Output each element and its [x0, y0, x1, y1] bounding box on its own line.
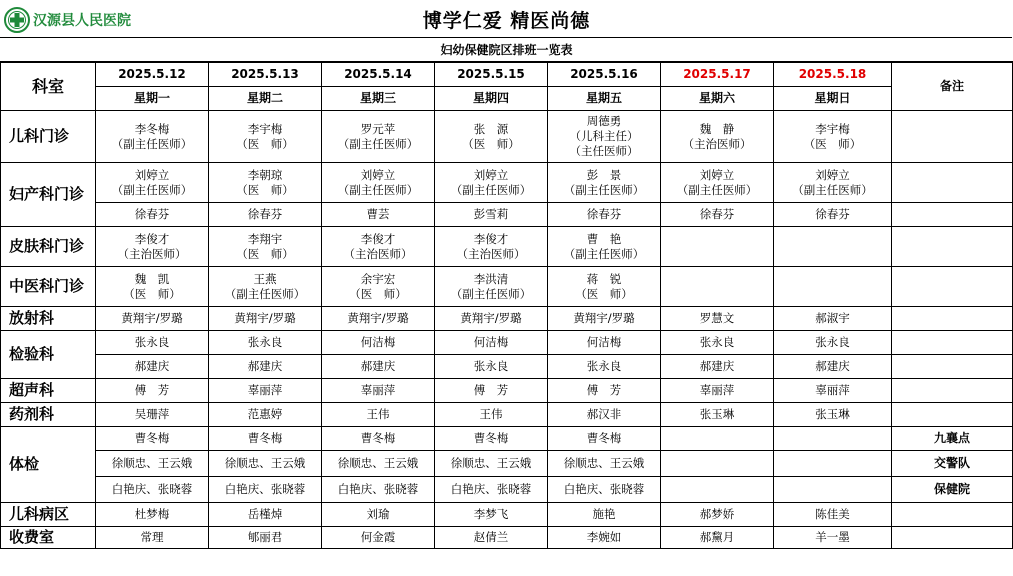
staff-name: 徐顺忠、王云娥 [337, 456, 419, 470]
staff-name: 徐春芬 [586, 207, 622, 221]
staff-name: 张玉琳 [699, 407, 735, 421]
staff-name: 黄翔宇/罗璐 [347, 311, 409, 325]
staff-name: 张永良 [247, 335, 283, 349]
schedule-cell [96, 527, 209, 549]
staff-name: 李婉如 [586, 530, 622, 544]
schedule-cell [435, 331, 548, 355]
staff-name: 郝建庆 [360, 359, 396, 373]
staff-name: 杜梦梅 [134, 507, 170, 521]
staff-name: 黄翔宇/罗璐 [460, 311, 522, 325]
schedule-cell [435, 451, 548, 477]
schedule-cell [435, 355, 548, 379]
staff-name: 何洁梅 [473, 335, 509, 349]
staff-name: 徐春芬 [815, 207, 850, 221]
staff-name: 曹冬梅 [134, 431, 170, 445]
schedule-cell [661, 403, 774, 427]
staff-name: 黄翔宇/罗璐 [121, 311, 183, 325]
staff-title: （主任医师） [569, 144, 639, 158]
staff-name: 刘婷立 [134, 167, 170, 182]
schedule-cell [209, 227, 322, 267]
schedule-cell [774, 111, 892, 163]
schedule-cell [661, 331, 774, 355]
schedule-cell [661, 355, 774, 379]
schedule-cell [322, 227, 435, 267]
department-name: 体检 [1, 427, 96, 503]
divider [0, 37, 1012, 38]
schedule-cell [548, 477, 661, 503]
schedule-cell [774, 503, 892, 527]
staff-name: 刘瑜 [366, 507, 390, 521]
page-title: 博学仁爱 精医尚德 [422, 10, 591, 32]
schedule-cell [548, 451, 661, 477]
staff-name: 王伟 [479, 407, 503, 421]
schedule-table [0, 62, 1013, 549]
staff-title: （副主任医师） [450, 182, 532, 197]
weekday-header: 星期日 [774, 87, 892, 111]
staff-name: 白艳庆、张晓蓉 [563, 482, 645, 496]
schedule-cell [322, 477, 435, 503]
remark-cell [892, 503, 1013, 527]
staff-name: 郝建庆 [134, 359, 170, 373]
date-header: 2025.5.17 [661, 63, 774, 87]
staff-name: 羊一墨 [815, 530, 850, 544]
schedule-cell [548, 379, 661, 403]
table-row [1, 451, 1013, 477]
staff-name: 辜丽萍 [699, 383, 735, 397]
staff-name: 辜丽萍 [815, 383, 850, 397]
table-row [1, 403, 1013, 427]
schedule-cell [435, 267, 548, 307]
schedule-cell [774, 355, 892, 379]
schedule-cell [548, 203, 661, 227]
schedule-cell [435, 203, 548, 227]
department-name: 妇产科门诊 [1, 163, 96, 227]
date-header: 2025.5.15 [435, 63, 548, 87]
remark-cell [892, 227, 1013, 267]
staff-title: （主治医师） [117, 246, 187, 261]
weekday-header: 星期五 [548, 87, 661, 111]
schedule-cell [435, 503, 548, 527]
staff-name: 张玉琳 [815, 407, 850, 421]
schedule-cell [322, 403, 435, 427]
staff-name: 魏 静 [699, 121, 735, 136]
schedule-cell [774, 331, 892, 355]
staff-name: 余宇宏 [360, 271, 396, 286]
schedule-cell [96, 355, 209, 379]
schedule-cell [661, 307, 774, 331]
schedule-cell [548, 227, 661, 267]
department-name: 儿科门诊 [1, 111, 96, 163]
schedule-cell [661, 503, 774, 527]
department-name: 检验科 [1, 331, 96, 379]
date-header: 2025.5.18 [774, 63, 892, 87]
staff-name: 张永良 [134, 335, 170, 349]
schedule-cell [548, 355, 661, 379]
staff-name: 吴珊萍 [134, 407, 170, 421]
staff-name: 郝淑宇 [815, 311, 850, 325]
schedule-cell [322, 111, 435, 163]
schedule-cell [548, 331, 661, 355]
date-header: 2025.5.12 [96, 63, 209, 87]
staff-name: 李梦飞 [473, 507, 509, 521]
schedule-cell [209, 503, 322, 527]
staff-name: 徐顺忠、王云娥 [224, 456, 306, 470]
schedule-cell [774, 379, 892, 403]
remark-cell [892, 307, 1013, 331]
staff-name: 刘婷立 [360, 167, 396, 182]
staff-name: 李宇梅 [247, 121, 283, 136]
schedule-cell [774, 477, 892, 503]
remark-cell [892, 403, 1013, 427]
staff-name: 郝建庆 [815, 359, 850, 373]
staff-name: 范惠婷 [247, 407, 283, 421]
staff-name: 罗慧文 [699, 311, 735, 325]
schedule-cell [96, 267, 209, 307]
remark-cell: 交警队 [892, 451, 1013, 477]
schedule-cell [96, 477, 209, 503]
schedule-cell [96, 163, 209, 203]
staff-name: 何洁梅 [360, 335, 396, 349]
schedule-cell [322, 203, 435, 227]
schedule-cell [322, 527, 435, 549]
staff-name: 张永良 [586, 359, 622, 373]
staff-title: （医 师） [123, 286, 181, 301]
schedule-cell [322, 331, 435, 355]
staff-name: 傅 芳 [586, 383, 622, 397]
staff-name: 黄翔宇/罗璐 [234, 311, 296, 325]
schedule-cell [435, 379, 548, 403]
staff-name: 白艳庆、张晓蓉 [450, 482, 532, 496]
schedule-cell [209, 427, 322, 451]
staff-name: 郝建庆 [247, 359, 283, 373]
staff-title: （医 师） [236, 136, 294, 151]
staff-name: 赵倩兰 [473, 530, 509, 544]
remark-cell: 保健院 [892, 477, 1013, 503]
remark-cell [892, 267, 1013, 307]
schedule-cell [96, 503, 209, 527]
remark-cell [892, 331, 1013, 355]
staff-name: 辜丽萍 [247, 383, 283, 397]
staff-name: 刘婷立 [815, 167, 850, 182]
schedule-cell [548, 427, 661, 451]
schedule-cell [322, 307, 435, 331]
table-row [1, 227, 1013, 267]
table-row [1, 111, 1013, 163]
remark-cell: 九襄点 [892, 427, 1013, 451]
table-row [1, 331, 1013, 355]
schedule-cell [96, 227, 209, 267]
staff-name: 李洪清 [473, 271, 509, 286]
header-row-weekdays [1, 87, 1013, 111]
table-subtitle: 妇幼保健院区排班一览表 [0, 39, 1013, 62]
schedule-cell [322, 379, 435, 403]
staff-name: 徐春芬 [699, 207, 735, 221]
schedule-cell [96, 379, 209, 403]
staff-name: 彭 景 [586, 167, 622, 182]
staff-name: 彭雪莉 [473, 207, 509, 221]
staff-title: （副主任医师） [111, 136, 193, 151]
staff-name: 岳槿焯 [247, 507, 283, 521]
schedule-cell [322, 503, 435, 527]
staff-name: 徐顺忠、王云娥 [111, 456, 193, 470]
schedule-cell [548, 111, 661, 163]
schedule-cell [435, 111, 548, 163]
staff-name: 李俊才 [134, 231, 170, 246]
staff-title: （副主任医师） [450, 286, 532, 301]
schedule-cell [209, 379, 322, 403]
staff-title: （副主任医师） [224, 286, 306, 301]
schedule-cell [209, 267, 322, 307]
schedule-cell [209, 307, 322, 331]
schedule-cell [661, 477, 774, 503]
staff-name: 陈佳美 [815, 507, 850, 521]
dept-column-header: 科室 [1, 63, 96, 111]
schedule-cell [96, 451, 209, 477]
staff-title: （副主任医师） [111, 182, 193, 197]
staff-name: 常理 [140, 530, 164, 544]
schedule-cell [435, 227, 548, 267]
schedule-cell [548, 163, 661, 203]
schedule-cell [661, 451, 774, 477]
table-row [1, 267, 1013, 307]
staff-name: 李冬梅 [134, 121, 170, 136]
staff-name: 白艳庆、张晓蓉 [111, 482, 193, 496]
department-name: 皮肤科门诊 [1, 227, 96, 267]
department-name: 儿科病区 [1, 503, 96, 527]
schedule-cell [96, 427, 209, 451]
weekday-header: 星期四 [435, 87, 548, 111]
remark-cell [892, 527, 1013, 549]
schedule-cell [322, 427, 435, 451]
schedule-cell [209, 477, 322, 503]
table-row [1, 163, 1013, 203]
weekday-header: 星期三 [322, 87, 435, 111]
table-row [1, 203, 1013, 227]
schedule-cell [774, 227, 892, 267]
schedule-cell [548, 267, 661, 307]
schedule-cell [774, 267, 892, 307]
department-name: 中医科门诊 [1, 267, 96, 307]
staff-name: 张 源 [473, 121, 509, 136]
date-header: 2025.5.16 [548, 63, 661, 87]
staff-name: 王伟 [366, 407, 390, 421]
schedule-cell [774, 163, 892, 203]
staff-name: 徐春芬 [247, 207, 283, 221]
staff-name: 刘婷立 [473, 167, 509, 182]
staff-name: 张永良 [815, 335, 850, 349]
staff-name: 蒋 锐 [586, 271, 622, 286]
schedule-cell [548, 403, 661, 427]
staff-name: 李俊才 [473, 231, 509, 246]
staff-name: 施艳 [592, 507, 616, 521]
staff-title: （主治医师） [456, 246, 526, 261]
remark-cell [892, 163, 1013, 203]
schedule-cell [209, 111, 322, 163]
date-header: 2025.5.14 [322, 63, 435, 87]
schedule-cell [209, 355, 322, 379]
schedule-cell [774, 527, 892, 549]
staff-title: （医 师） [575, 286, 633, 301]
schedule-cell [548, 307, 661, 331]
staff-name: 徐顺忠、王云娥 [450, 456, 532, 470]
schedule-cell [209, 203, 322, 227]
staff-name: 黄翔宇/罗璐 [573, 311, 635, 325]
remark-cell [892, 203, 1013, 227]
table-row [1, 527, 1013, 549]
staff-name: 魏 凯 [134, 271, 170, 286]
schedule-cell [661, 427, 774, 451]
table-row [1, 427, 1013, 451]
staff-title: （医 师） [462, 136, 520, 151]
schedule-cell [209, 451, 322, 477]
table-row [1, 477, 1013, 503]
staff-name: 曹冬梅 [586, 431, 622, 445]
staff-name: 王燕 [253, 271, 277, 286]
schedule-cell [661, 527, 774, 549]
staff-name: 曹冬梅 [247, 431, 283, 445]
schedule-cell [774, 307, 892, 331]
schedule-cell [96, 331, 209, 355]
staff-name: 白艳庆、张晓蓉 [337, 482, 419, 496]
staff-name: 白艳庆、张晓蓉 [224, 482, 306, 496]
staff-name: 李朝琼 [247, 167, 283, 182]
staff-title: （副主任医师） [337, 136, 419, 151]
staff-name: 李翔宇 [247, 231, 283, 246]
schedule-cell [548, 527, 661, 549]
department-name: 放射科 [1, 307, 96, 331]
staff-name: 曹冬梅 [473, 431, 509, 445]
staff-title: （副主任医师） [337, 182, 419, 197]
staff-title: （副主任医师） [792, 182, 873, 197]
schedule-cell [322, 267, 435, 307]
schedule-cell [435, 307, 548, 331]
header-row-dates [1, 63, 1013, 87]
schedule-cell [774, 403, 892, 427]
department-name: 药剂科 [1, 403, 96, 427]
schedule-cell [322, 355, 435, 379]
schedule-cell [209, 527, 322, 549]
staff-title: （医 师） [236, 182, 294, 197]
remark-cell [892, 111, 1013, 163]
schedule-cell [435, 527, 548, 549]
staff-name: 李宇梅 [815, 121, 850, 136]
schedule-cell [435, 163, 548, 203]
staff-name: 辜丽萍 [360, 383, 396, 397]
schedule-cell [661, 163, 774, 203]
staff-title: （主治医师） [682, 136, 752, 151]
schedule-cell [435, 403, 548, 427]
remarks-column-header: 备注 [892, 63, 1013, 111]
schedule-cell [209, 163, 322, 203]
staff-name: 罗元苹 [360, 121, 396, 136]
staff-name: 刘婷立 [699, 167, 735, 182]
staff-title: （儿科主任） [569, 129, 639, 143]
staff-name: 张永良 [699, 335, 735, 349]
staff-name: 徐顺忠、王云娥 [563, 456, 645, 470]
schedule-cell [96, 307, 209, 331]
staff-title: （副主任医师） [563, 246, 645, 261]
schedule-cell [774, 427, 892, 451]
remark-cell [892, 379, 1013, 403]
staff-title: （医 师） [349, 286, 407, 301]
staff-name: 傅 芳 [134, 383, 170, 397]
schedule-cell [661, 111, 774, 163]
staff-name: 李俊才 [360, 231, 396, 246]
staff-title: （医 师） [236, 246, 294, 261]
staff-title: （主治医师） [343, 246, 413, 261]
staff-name: 周德勇 [586, 114, 622, 128]
schedule-cell [322, 451, 435, 477]
schedule-cell [548, 503, 661, 527]
table-row [1, 379, 1013, 403]
staff-name: 郝建庆 [699, 359, 735, 373]
table-row [1, 355, 1013, 379]
schedule-cell [96, 111, 209, 163]
schedule-cell [661, 267, 774, 307]
staff-name: 曹 艳 [586, 231, 622, 246]
weekday-header: 星期一 [96, 87, 209, 111]
schedule-cell [96, 203, 209, 227]
table-row [1, 503, 1013, 527]
schedule-cell [774, 203, 892, 227]
staff-title: （副主任医师） [563, 182, 645, 197]
staff-name: 何金霞 [360, 530, 396, 544]
table-row [1, 307, 1013, 331]
staff-name: 张永良 [473, 359, 509, 373]
schedule-cell [661, 227, 774, 267]
staff-name: 郝汉非 [586, 407, 622, 421]
schedule-cell [435, 427, 548, 451]
staff-name: 傅 芳 [473, 383, 509, 397]
date-header: 2025.5.13 [209, 63, 322, 87]
staff-title: （医 师） [803, 136, 862, 151]
weekday-header: 星期二 [209, 87, 322, 111]
department-name: 超声科 [1, 379, 96, 403]
schedule-cell [774, 451, 892, 477]
staff-name: 郝梦娇 [699, 507, 735, 521]
schedule-cell [209, 403, 322, 427]
remark-cell [892, 355, 1013, 379]
schedule-cell [96, 403, 209, 427]
staff-name: 何洁梅 [586, 335, 622, 349]
staff-name: 徐春芬 [134, 207, 170, 221]
staff-title: （副主任医师） [676, 182, 758, 197]
schedule-cell [322, 163, 435, 203]
hospital-name: 汉源县人民医院 [33, 13, 131, 29]
schedule-cell [209, 331, 322, 355]
schedule-cell [435, 477, 548, 503]
schedule-cell [661, 203, 774, 227]
weekday-header: 星期六 [661, 87, 774, 111]
staff-name: 郝黧月 [699, 530, 735, 544]
schedule-cell [661, 379, 774, 403]
staff-name: 曹芸 [366, 207, 390, 221]
staff-name: 郇丽君 [247, 530, 283, 544]
staff-name: 曹冬梅 [360, 431, 396, 445]
department-name: 收费室 [1, 527, 96, 549]
